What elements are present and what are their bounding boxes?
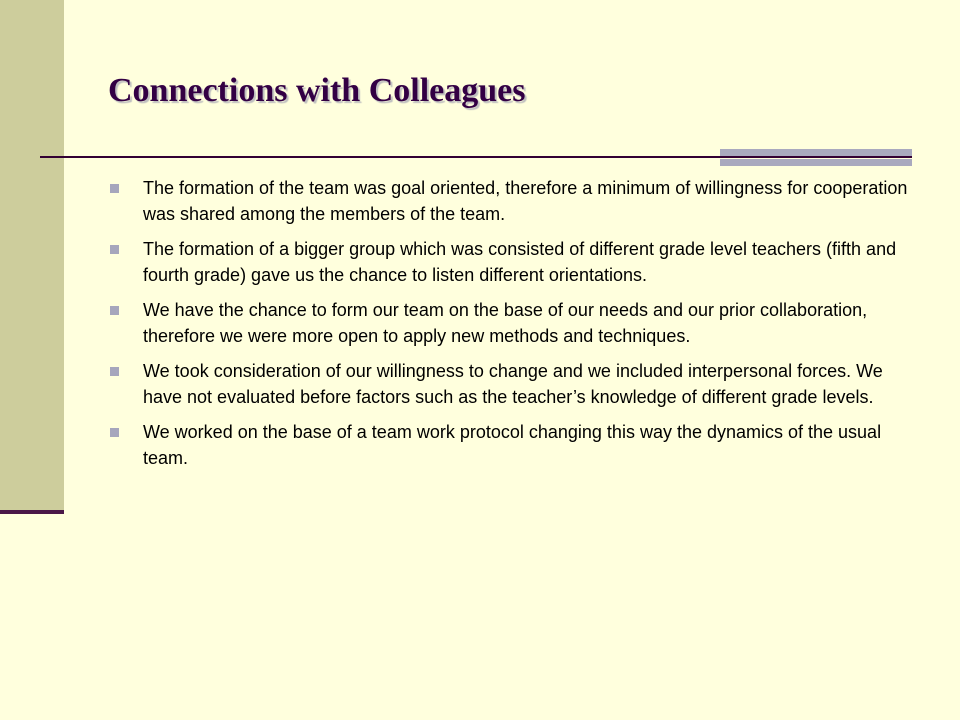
bullet-text: The formation of a bigger group which was consisted of different grade level teachers (fifth and fourth grade) gave us the chance to listen different orientations. [143,239,897,285]
bullet-item [108,420,908,471]
bullet-text: We have the chance to form our team on the base of our needs and our prior collaboration, therefore we were more open to apply new methods and techniques. [143,300,868,346]
bullet-text: We took consideration of our willingness to change and we included interpersonal forces. We have not evaluated before factors such as the teacher’s knowledge of different grade levels. [143,361,883,407]
bullet-item [108,237,908,288]
bullet-text: We worked on the base of a team work protocol changing this way the dynamics of the usual team. [143,422,882,468]
title-accent-bars [720,149,912,167]
square-bullet-icon [110,245,119,254]
accent-bar-top [720,149,912,156]
bullet-item [108,359,908,410]
square-bullet-icon [110,184,119,193]
bullet-item [108,176,908,227]
square-bullet-icon [110,428,119,437]
square-bullet-icon [110,306,119,315]
bullet-list [108,176,908,481]
bullet-text: The formation of the team was goal oriented, therefore a minimum of willingness for cooperation was shared among the members of the team. [143,178,908,224]
accent-bar-bottom [720,159,912,166]
side-band-rule [0,510,64,514]
bullet-item [108,298,908,349]
square-bullet-icon [110,367,119,376]
side-band [0,0,64,511]
slide-title: Connections with Colleagues [108,72,526,109]
